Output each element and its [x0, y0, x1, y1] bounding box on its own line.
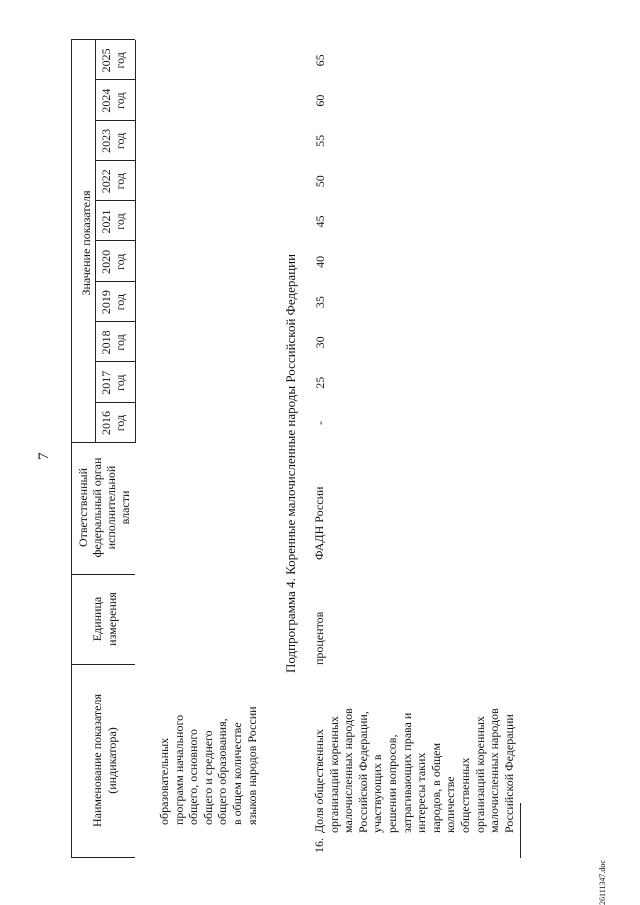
year-header-0: 2016 год	[99, 411, 127, 435]
footer-filename: 26111347.doc	[598, 860, 607, 905]
continued-line: программ начального	[171, 714, 186, 825]
year-header-2: 2018 год	[99, 330, 127, 355]
indicator-name-line: общественных	[457, 757, 472, 833]
value-cell-8: 60	[313, 94, 327, 107]
year-col-divider	[95, 120, 135, 121]
year-col-divider	[95, 321, 135, 322]
col-divider-1	[71, 857, 135, 858]
indicator-name-line: организаций коренных	[472, 716, 487, 833]
indicator-name-line: Российской Федерации,	[355, 711, 370, 833]
continued-line: в общем количестве	[229, 722, 244, 825]
indicator-name-line: интересы таких	[414, 752, 429, 833]
year-header-9: 2025 год	[99, 48, 127, 73]
header-unit: Единица измерения	[90, 592, 119, 646]
year-col-divider	[95, 241, 135, 242]
year-col-divider	[95, 281, 135, 282]
indicator-name-line: народов, в общем	[428, 742, 443, 833]
row-indicator-name	[312, 658, 516, 833]
value-cell-5: 45	[313, 215, 327, 228]
indicator-name-line: малочисленных народов	[487, 708, 502, 833]
indicator-name-line: количестве	[443, 776, 458, 833]
year-header-4: 2020 год	[99, 249, 127, 274]
year-header-8: 2024 год	[99, 88, 127, 113]
year-header-5: 2021 год	[99, 209, 127, 234]
col-divider-2	[71, 664, 135, 665]
year-header-3: 2019 год	[99, 290, 127, 315]
header-values-group: Значение показателя	[79, 190, 93, 296]
indicator-name-line: Доля общественных	[312, 729, 326, 833]
header-indicator-name: Наименование показателя (индикатора)	[90, 694, 119, 827]
indicator-name-line: затрагивающих права и	[399, 712, 414, 833]
year-col-divider	[95, 402, 135, 403]
year-col-divider	[95, 160, 135, 161]
table-values-divider	[95, 40, 96, 443]
year-header-1: 2017 год	[99, 370, 127, 395]
continued-line: общего образования,	[215, 718, 230, 825]
table-bottom-border	[520, 803, 521, 858]
subprogram-title: Подпрограмма 4. Коренные малочисленные народы Российской Федерации	[283, 253, 298, 673]
table-right-border	[71, 39, 135, 40]
continued-line: общего, основного	[186, 728, 201, 825]
value-cell-7: 55	[313, 134, 327, 147]
value-cell-9: 65	[313, 54, 327, 67]
value-cell-2: 30	[313, 336, 327, 349]
page-number: 7	[36, 452, 52, 460]
continued-line: общего и среднего	[200, 730, 215, 825]
value-cell-6: 50	[313, 175, 327, 188]
header-agency: Ответственный федеральный орган исполнительной власти	[76, 457, 132, 558]
value-cell-3: 35	[313, 296, 327, 309]
table-top-border	[71, 40, 72, 858]
indicator-name-line: участвующих в	[370, 754, 385, 833]
table-header-bottom	[135, 40, 136, 443]
continued-line: образовательных	[157, 737, 171, 825]
value-cell-0: -	[313, 421, 327, 425]
year-col-divider	[95, 79, 135, 80]
value-cell-4: 40	[313, 255, 327, 268]
continued-line: языков народов России	[244, 706, 259, 825]
indicator-name-line: малочисленных народов	[341, 708, 356, 833]
row-number: 16.	[312, 838, 326, 853]
col-divider-3	[71, 574, 135, 575]
value-cell-1: 25	[313, 376, 327, 389]
indicator-name-line: решении вопросов,	[384, 734, 399, 833]
year-header-6: 2022 год	[99, 169, 127, 194]
year-col-divider	[95, 200, 135, 201]
row-agency: ФАДН России	[312, 486, 326, 560]
year-col-divider	[95, 361, 135, 362]
indicator-name-line: Российской Федерации	[501, 714, 516, 833]
row-unit: процентов	[312, 611, 326, 665]
year-header-7: 2023 год	[99, 128, 127, 153]
indicator-name-line: организаций коренных	[326, 716, 341, 833]
continued-row-name	[157, 635, 259, 825]
